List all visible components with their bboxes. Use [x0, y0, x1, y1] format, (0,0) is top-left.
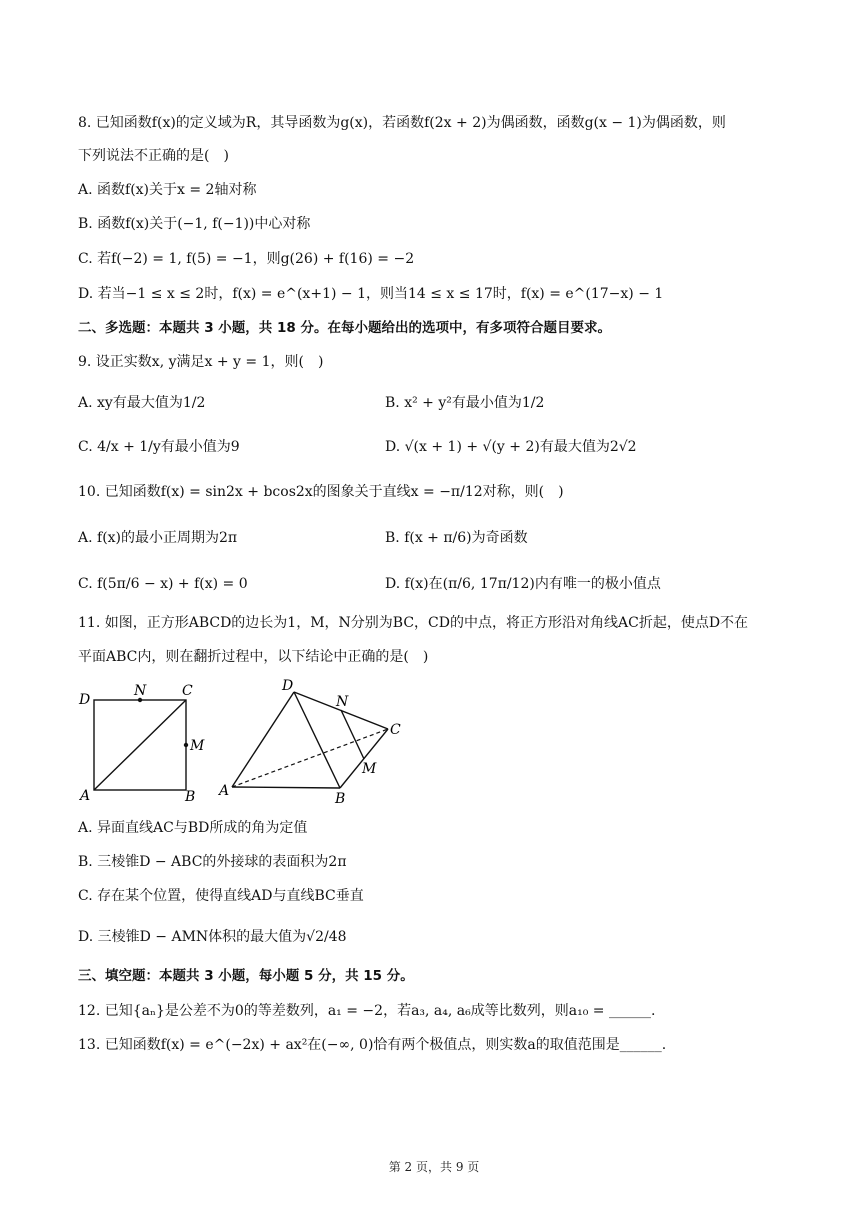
- q8-option-c: C. 若f(−2) = 1, f(5) = −1，则g(26) + f(16) = −2: [78, 251, 415, 267]
- edge-ab: [232, 787, 340, 788]
- q10-option-c: C. f(5π/6 − x) + f(x) = 0: [78, 576, 248, 592]
- edge-ad: [232, 692, 294, 787]
- edge-db: [294, 692, 340, 788]
- label-tet-n: N: [336, 694, 349, 710]
- midpoint-m-dot: [184, 743, 188, 747]
- q8-option-a: A. 函数f(x)关于x = 2轴对称: [78, 182, 257, 198]
- q12-stem: 12. 已知{aₙ}是公差不为0的等差数列，a₁ = −2，若a₃, a₄, a₆成等比数列，则a₁₀ = ______.: [78, 1003, 656, 1019]
- q11-stem-line2: 平面ABC内，则在翻折过程中，以下结论中正确的是( ): [78, 649, 429, 665]
- q10-option-a: A. f(x)的最小正周期为2π: [78, 530, 238, 546]
- page-number-footer: 第 2 页，共 9 页: [388, 1160, 480, 1174]
- section-fill-in-heading: 三、填空题：本题共 3 小题，每小题 5 分，共 15 分。: [78, 968, 414, 984]
- label-tet-b: B: [335, 791, 346, 807]
- q9-option-d: D. √(x + 1) + √(y + 2)有最大值为2√2: [385, 439, 637, 455]
- label-tet-m: M: [362, 761, 377, 777]
- q10-option-d: D. f(x)在(π/6, 17π/12)内有唯一的极小值点: [385, 576, 661, 592]
- square-figure: [78, 683, 205, 805]
- q11-stem-line1: 11. 如图，正方形ABCD的边长为1，M，N分别为BC，CD的中点，将正方形沿对角线AC折起，使点D不在: [78, 615, 749, 631]
- segment-nm: [341, 710, 364, 759]
- label-square-a: A: [80, 788, 91, 804]
- q11-option-c: C. 存在某个位置，使得直线AD与直线BC垂直: [78, 888, 364, 904]
- q10-stem: 10. 已知函数f(x) = sin2x + bcos2x的图象关于直线x = −π/12对称，则( ): [78, 484, 564, 500]
- square-diagonal-ac: [94, 700, 186, 790]
- q9-stem: 9. 设正实数x, y满足x + y = 1，则( ): [78, 354, 324, 370]
- q9-option-c: C. 4/x + 1/y有最小值为9: [78, 439, 240, 455]
- q8-stem-line2: 下列说法不正确的是( ): [78, 148, 229, 164]
- label-tet-c: C: [390, 722, 401, 738]
- label-square-d: D: [79, 692, 91, 708]
- q11-option-b: B. 三棱锥D − ABC的外接球的表面积为2π: [78, 854, 347, 870]
- q11-option-a: A. 异面直线AC与BD所成的角为定值: [78, 820, 308, 836]
- q9-option-a: A. xy有最大值为1/2: [78, 395, 206, 411]
- q10-option-b: B. f(x + π/6)为奇函数: [385, 530, 528, 546]
- label-square-m: M: [190, 738, 205, 754]
- section-multiple-choice-heading: 二、多选题：本题共 3 小题，共 18 分。在每小题给出的选项中，有多项符合题目要求。: [78, 320, 611, 336]
- label-tet-d: D: [282, 678, 294, 694]
- label-tet-a: A: [219, 783, 230, 799]
- q13-stem: 13. 已知函数f(x) = e^(−2x) + ax²在(−∞, 0)恰有两个极值点，则实数a的取值范围是______.: [78, 1037, 667, 1053]
- tetrahedron-figure: [217, 678, 401, 807]
- q11-option-d: D. 三棱锥D − AMN体积的最大值为√2/48: [78, 929, 347, 945]
- q11-figure: [70, 675, 430, 810]
- q8-stem-line1: 8. 已知函数f(x)的定义域为R，其导函数为g(x)，若函数f(2x + 2)为偶函数，函数g(x − 1)为偶函数，则: [78, 115, 726, 131]
- label-square-c: C: [182, 683, 193, 699]
- label-square-n: N: [134, 683, 147, 699]
- q8-option-d: D. 若当−1 ≤ x ≤ 2时，f(x) = e^(x+1) − 1，则当14 ≤ x ≤ 17时，f(x) = e^(17−x) − 1: [78, 286, 664, 302]
- label-square-b: B: [185, 789, 196, 805]
- q8-option-b: B. 函数f(x)关于(−1, f(−1))中心对称: [78, 216, 311, 232]
- q9-option-b: B. x² + y²有最小值为1/2: [385, 395, 545, 411]
